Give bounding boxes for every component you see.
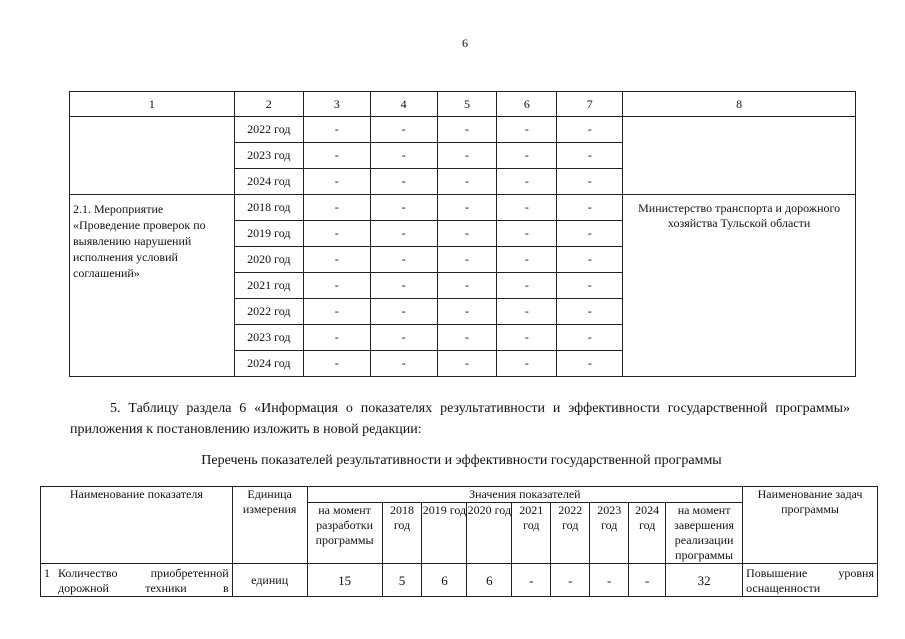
- year-cell: 2022 год: [234, 299, 303, 325]
- dash-cell: -: [370, 273, 437, 299]
- empty-event-cell: [70, 117, 235, 195]
- dash-cell: -: [303, 221, 370, 247]
- indicators-table: [40, 486, 878, 597]
- value-cell: -: [590, 564, 629, 597]
- dash-cell: -: [497, 299, 557, 325]
- dash-cell: -: [557, 351, 623, 377]
- year-cell: 2022 год: [234, 117, 303, 143]
- value-cell: 6: [422, 564, 467, 597]
- dash-cell: -: [370, 195, 437, 221]
- dash-cell: -: [303, 273, 370, 299]
- table-header-row: [70, 92, 856, 117]
- table-row: [41, 564, 878, 597]
- tasks-header: Наименование задач программы: [743, 487, 878, 564]
- year-cell: 2023 год: [234, 143, 303, 169]
- dash-cell: -: [437, 351, 497, 377]
- values-header: Значения показателей: [307, 487, 742, 503]
- header-cell: 5: [437, 92, 497, 117]
- header-cell: 3: [303, 92, 370, 117]
- dash-cell: -: [303, 299, 370, 325]
- dash-cell: -: [497, 195, 557, 221]
- unit-cell: единиц: [232, 564, 307, 597]
- year-header: 2021 год: [512, 503, 551, 564]
- unit-header: Единица измерения: [232, 487, 307, 564]
- dash-cell: -: [437, 299, 497, 325]
- year-cell: 2019 год: [234, 221, 303, 247]
- table-title: Перечень показателей результативности и эффективности государственной программы: [201, 453, 722, 468]
- value-cell: 15: [307, 564, 382, 597]
- year-header: 2020 год: [467, 503, 512, 564]
- dash-cell: -: [437, 195, 497, 221]
- dash-cell: -: [497, 325, 557, 351]
- year-cell: 2024 год: [234, 351, 303, 377]
- value-cell: 5: [382, 564, 422, 597]
- header-cell: 8: [623, 92, 856, 117]
- dash-cell: -: [303, 169, 370, 195]
- indicator-name-header: Наименование показателя: [41, 487, 233, 564]
- dash-cell: -: [370, 325, 437, 351]
- dash-cell: -: [303, 117, 370, 143]
- value-cell: 32: [666, 564, 743, 597]
- year-header: 2023 год: [590, 503, 629, 564]
- table-row: [70, 117, 856, 143]
- dash-cell: -: [370, 143, 437, 169]
- dash-cell: -: [437, 273, 497, 299]
- header-cell: 4: [370, 92, 437, 117]
- dash-cell: -: [557, 299, 623, 325]
- dash-cell: -: [557, 195, 623, 221]
- dash-cell: -: [437, 247, 497, 273]
- dash-cell: -: [303, 143, 370, 169]
- year-cell: 2023 год: [234, 325, 303, 351]
- dash-cell: -: [557, 221, 623, 247]
- dash-cell: -: [497, 273, 557, 299]
- empty-executor-cell: [623, 117, 856, 195]
- dash-cell: -: [497, 169, 557, 195]
- dash-cell: -: [497, 143, 557, 169]
- dash-cell: -: [303, 195, 370, 221]
- header-cell: 7: [557, 92, 623, 117]
- dash-cell: -: [370, 221, 437, 247]
- year-cell: 2018 год: [234, 195, 303, 221]
- dash-cell: -: [370, 117, 437, 143]
- dash-cell: -: [557, 273, 623, 299]
- header-cell: 1: [70, 92, 235, 117]
- event-name-cell: 2.1. Мероприятие «Проведение проверок по выявлению нарушений исполнения условий соглашений»: [70, 195, 235, 377]
- row-number: 1: [44, 566, 50, 580]
- start-value-header: на момент разработки программы: [307, 503, 382, 564]
- dash-cell: -: [497, 221, 557, 247]
- dash-cell: -: [557, 143, 623, 169]
- task-cell: Повышение уровня оснащенности: [743, 564, 878, 597]
- indicator-name: Количество приобретенной дорожной техники в: [58, 566, 229, 595]
- dash-cell: -: [557, 169, 623, 195]
- dash-cell: -: [437, 117, 497, 143]
- table-row: [70, 195, 856, 221]
- table-header-row: [41, 487, 878, 503]
- dash-cell: -: [370, 169, 437, 195]
- dash-cell: -: [303, 351, 370, 377]
- dash-cell: -: [437, 221, 497, 247]
- dash-cell: -: [557, 325, 623, 351]
- dash-cell: -: [370, 247, 437, 273]
- value-cell: -: [629, 564, 666, 597]
- dash-cell: -: [497, 351, 557, 377]
- amendment-paragraph: 5. Таблицу раздела 6 «Информация о показателях результативности и эффективности государственной программы» приложения к постановлению изложить в новой редакции:: [70, 401, 850, 437]
- year-cell: 2021 год: [234, 273, 303, 299]
- year-header: 2022 год: [551, 503, 590, 564]
- dash-cell: -: [557, 247, 623, 273]
- value-cell: 6: [467, 564, 512, 597]
- dash-cell: -: [437, 169, 497, 195]
- dash-cell: -: [557, 117, 623, 143]
- value-cell: -: [512, 564, 551, 597]
- dash-cell: -: [370, 351, 437, 377]
- year-header: 2018 год: [382, 503, 422, 564]
- dash-cell: -: [437, 325, 497, 351]
- dash-cell: -: [303, 325, 370, 351]
- header-cell: 6: [497, 92, 557, 117]
- executors-table: [69, 91, 856, 377]
- year-cell: 2024 год: [234, 169, 303, 195]
- year-header: 2019 год: [422, 503, 467, 564]
- header-cell: 2: [234, 92, 303, 117]
- dash-cell: -: [370, 299, 437, 325]
- value-cell: -: [551, 564, 590, 597]
- dash-cell: -: [437, 143, 497, 169]
- end-value-header: на момент завершения реализации программы: [666, 503, 743, 564]
- dash-cell: -: [497, 247, 557, 273]
- executor-cell: Министерство транспорта и дорожного хозяйства Тульской области: [623, 195, 856, 377]
- indicator-name-cell: [41, 564, 233, 597]
- dash-cell: -: [497, 117, 557, 143]
- dash-cell: -: [303, 247, 370, 273]
- year-header: 2024 год: [629, 503, 666, 564]
- year-cell: 2020 год: [234, 247, 303, 273]
- page-number: 6: [462, 36, 468, 50]
